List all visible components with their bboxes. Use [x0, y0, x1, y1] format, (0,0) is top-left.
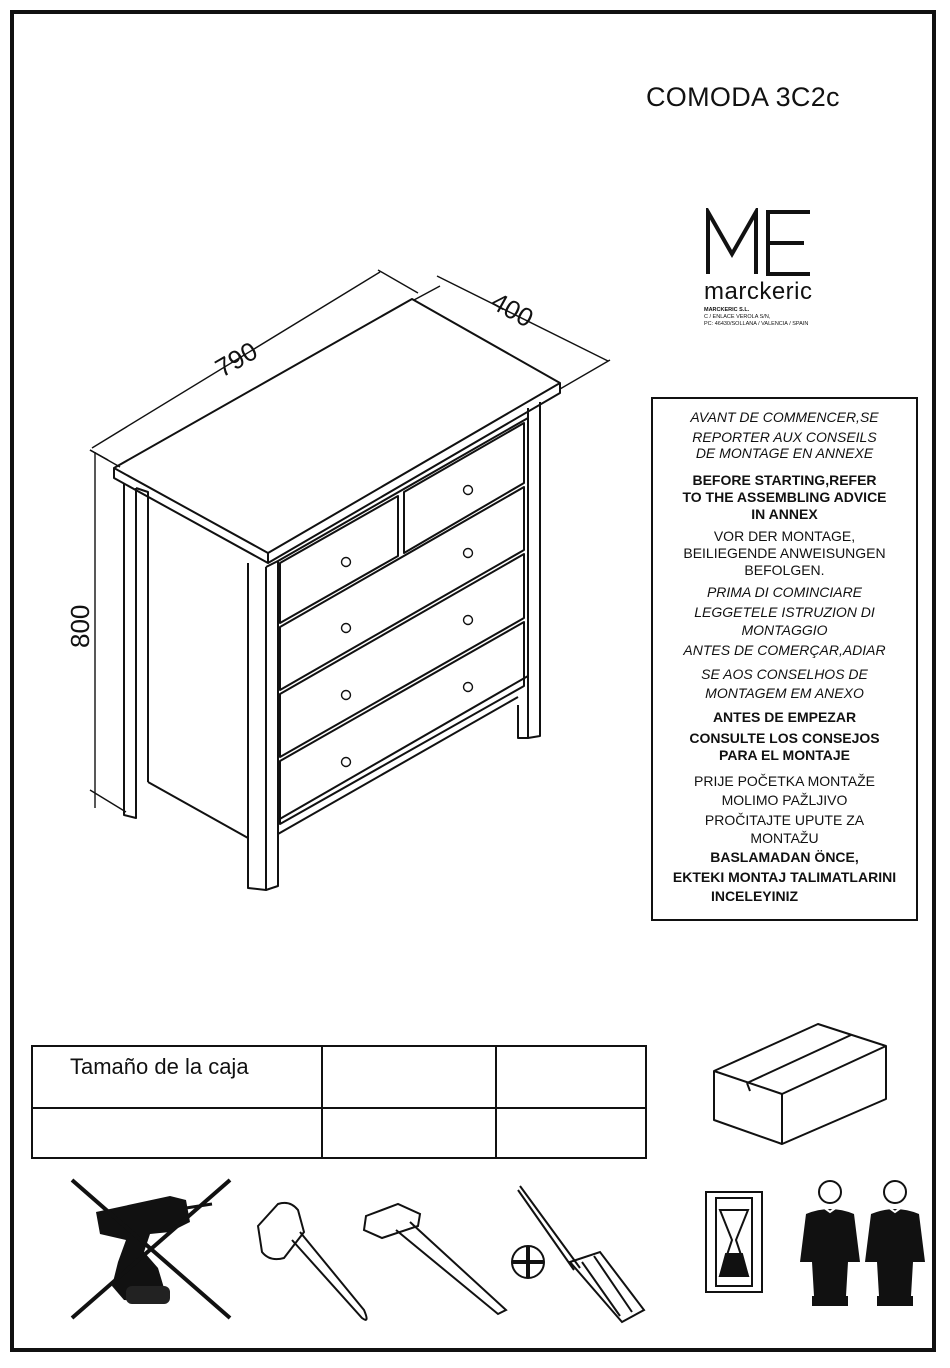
notice-line: ANTES DE EMPEZAR [712, 709, 857, 725]
notice-line: EKTEKI MONTAJ TALIMATLARINI [672, 869, 897, 885]
notice-line: ANTES DE COMERÇAR,ADIAR [683, 642, 886, 658]
notice-line: BEFORE STARTING,REFER [692, 472, 877, 488]
person-right-icon [865, 1181, 925, 1306]
notice-line: PRIMA DI COMINCIARE [706, 584, 863, 600]
notice-line: PRIJE POČETKA MONTAŽE [694, 773, 875, 789]
notice-line: MOLIMO PAŽLJIVO [721, 792, 848, 808]
notice-line: TO THE ASSEMBLING ADVICE [682, 489, 887, 505]
notice-line: MONTAGEM EM ANEXO [705, 685, 864, 701]
notice-line: CONSULTE LOS CONSEJOS [689, 730, 880, 746]
notice-line: IN ANNEX [751, 506, 818, 522]
cardboard-box-icon [714, 1024, 886, 1144]
notice-line: INCELEYINIZ [710, 888, 799, 904]
brand-name: marckeric [704, 278, 813, 305]
company-name: MARCKERIC S.L. [704, 307, 750, 313]
hammer-icon [364, 1204, 506, 1314]
address-line-2: PC: 46430/SOLLANA / VALENCIA / SPAIN [704, 321, 809, 327]
notice-line: PARA EL MONTAJE [719, 747, 850, 763]
sand-timer-icon [706, 1192, 762, 1292]
mallet-icon [258, 1203, 367, 1320]
two-person-assembly-icon [800, 1181, 925, 1306]
depth-dimension: 400 [486, 286, 539, 334]
notice-line: MONTAŽU [750, 830, 819, 846]
phillips-screwdriver-icon [512, 1186, 644, 1322]
height-dimension: 800 [65, 604, 95, 648]
notice-line: BEFOLGEN. [744, 562, 825, 578]
width-dimension: 790 [210, 335, 263, 384]
notice-line: LEGGETELE ISTRUZION DI [694, 604, 875, 620]
notice-line: DE MONTAGE EN ANNEXE [695, 445, 874, 461]
notice-line: MONTAGGIO [741, 622, 828, 638]
notice-line: PROČITAJTE UPUTE ZA [704, 812, 865, 828]
notice-line: AVANT DE COMMENCER,SE [690, 409, 879, 425]
notice-line: BEILIEGENDE ANWEISUNGEN [683, 545, 886, 561]
product-title: COMODA 3C2c [646, 82, 840, 112]
notice-line: SE AOS CONSELHOS DE [701, 666, 868, 682]
notice-line: VOR DER MONTAGE, [713, 528, 856, 544]
address-line-1: C / ENLACE VEROLA S/N, [704, 314, 771, 320]
notice-line: REPORTER AUX CONSEILS [692, 429, 877, 445]
notice-line: BASLAMADAN ÖNCE, [710, 849, 859, 865]
person-left-icon [800, 1181, 860, 1306]
box-size-label: Tamaño de la caja [70, 1054, 249, 1079]
no-power-drill-icon [72, 1180, 230, 1318]
